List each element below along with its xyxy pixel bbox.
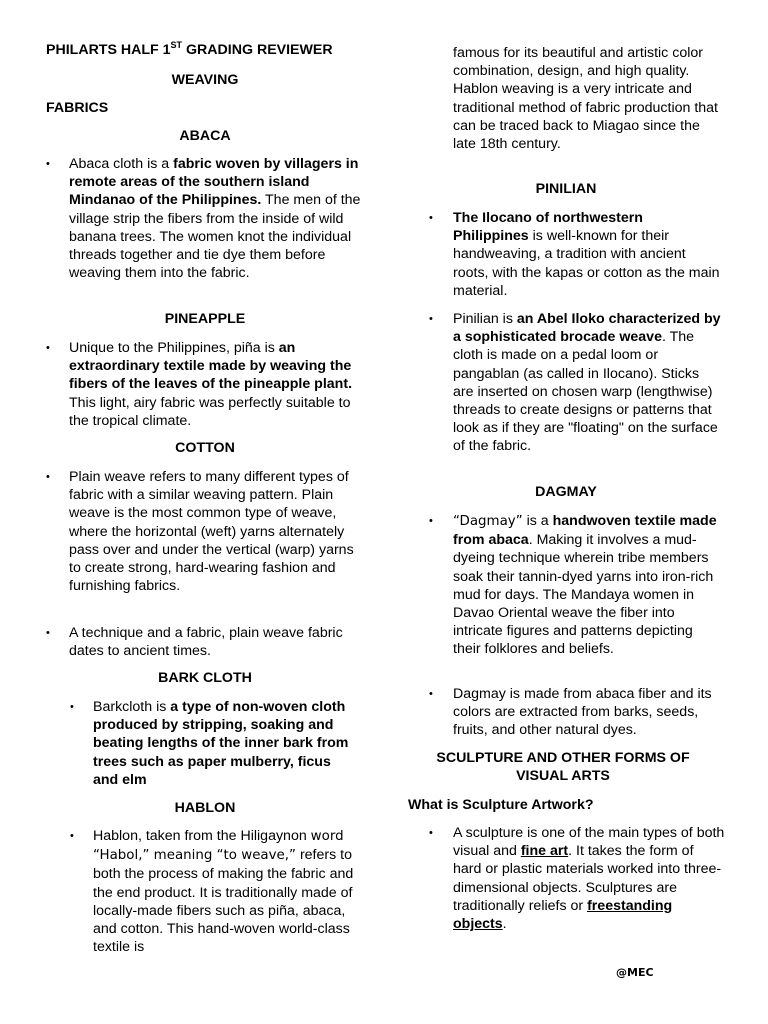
cotton-paragraph-2: A technique and a fabric, plain weave fabric dates to ancient times. [69, 625, 343, 660]
sculpture-paragraph: A sculpture is one of the main types of both visual and fine art. It takes the form of hard or plastic materials worked into three-dimensional objects. Sculptures are traditionally reliefs or freestanding objects. [453, 825, 725, 933]
pineapple-heading: PINEAPPLE [164, 311, 246, 327]
bullet-glyph: • [46, 471, 50, 483]
pinilian-paragraph-1: The Ilocano of northwestern Philippines is well-known for their handweaving, a tradition with ancient roots, with the kapas or cotton as the main material. [453, 210, 720, 299]
bark-cloth-paragraph: Barkcloth is a type of non-woven cloth produced by stripping, soaking and beating lengths of the inner bark from trees such as paper mulberry, ficus and elm [93, 699, 349, 788]
fabrics-heading: FABRICS [46, 100, 109, 116]
bark-cloth-heading: BARK CLOTH [158, 670, 252, 686]
hablon-heading: HABLON [174, 800, 236, 816]
abaca-paragraph: Abaca cloth is a fabric woven by villagers in remote areas of the southern island Mindanao of the Philippines. The men of the village strip the fibers from the inside of wild banana trees. The women knot the individual threads together and tie dye them before weaving them into the fabric. [69, 156, 361, 282]
weaving-heading: WEAVING [171, 72, 239, 88]
cotton-heading: COTTON [175, 440, 235, 456]
bullet-glyph: • [70, 701, 74, 713]
cotton-paragraph-1: Plain weave refers to many different types of fabric with a similar weaving pattern. Plain weave is the most common type of weave, where the horizontal (weft) yarns alternately pass over and under the vertical (warp) yarns to create strong, hard-wearing fashion and furnishing fabrics. [69, 469, 354, 595]
bullet-glyph: • [429, 313, 433, 325]
hablon-continuation: famous for its beautiful and artistic color combination, design, and high quality. Hablon weaving is a very intricate and traditional method of fabric production that can be traced back to Miagao since the late 18th century. [453, 45, 718, 153]
pinilian-paragraph-2: Pinilian is an Abel Iloko characterized by a sophisticated brocade weave. The cloth is made on a pedal loom or pangablan (as called in Ilocano). Sticks are inserted on chosen warp (lengthwise) threads to create designs or patterns that look as if they are "floating" on the surface of the fabric. [453, 311, 721, 455]
fine-art-link[interactable]: fine art [520, 843, 569, 860]
sculpture-heading: SCULPTURE AND OTHER FORMS OF VISUAL ARTS [436, 750, 690, 785]
bullet-glyph: • [429, 827, 433, 839]
footer-signature: @MEC [616, 966, 654, 979]
bullet-glyph: • [70, 830, 74, 842]
pineapple-paragraph: Unique to the Philippines, piña is an extraordinary textile made by weaving the fibers of the leaves of the pineapple plant. This light, airy fabric was perfectly suitable to the tropical climate. [69, 340, 353, 429]
dagmay-paragraph-1: “Dagmay” is a handwoven textile made from abaca. Making it involves a mud-dyeing technique wherein tribe members soak their tannin-dyed yarns into iron-rich mud for days. The Mandaya women in Davao Oriental weave the fiber into intricate figures and patterns depicting their folklores and beliefs. [453, 513, 717, 658]
bullet-glyph: • [429, 688, 433, 700]
dagmay-heading: DAGMAY [535, 484, 597, 500]
pinilian-heading: PINILIAN [535, 181, 597, 197]
bullet-glyph: • [46, 158, 50, 170]
sculpture-question: What is Sculpture Artwork? [408, 797, 594, 813]
page-title: PHILARTS HALF 1ST GRADING REVIEWER [46, 40, 333, 58]
freestanding-objects-link[interactable]: freestanding objects [453, 897, 673, 933]
bullet-glyph: • [429, 212, 433, 224]
abaca-heading: ABACA [179, 128, 231, 144]
bullet-glyph: • [46, 627, 50, 639]
bullet-glyph: • [429, 515, 433, 527]
dagmay-paragraph-2: Dagmay is made from abaca fiber and its colors are extracted from barks, seeds, fruits, and other natural dyes. [453, 686, 712, 739]
bullet-glyph: • [46, 342, 50, 354]
hablon-paragraph: Hablon, taken from the Hiligaynon word “Habol,” meaning “to weave,” refers to both the process of making the fabric and the end product. It is traditionally made of locally-made fibers such as piña, abaca, and cotton. This hand-woven world-class textile is [93, 828, 354, 956]
